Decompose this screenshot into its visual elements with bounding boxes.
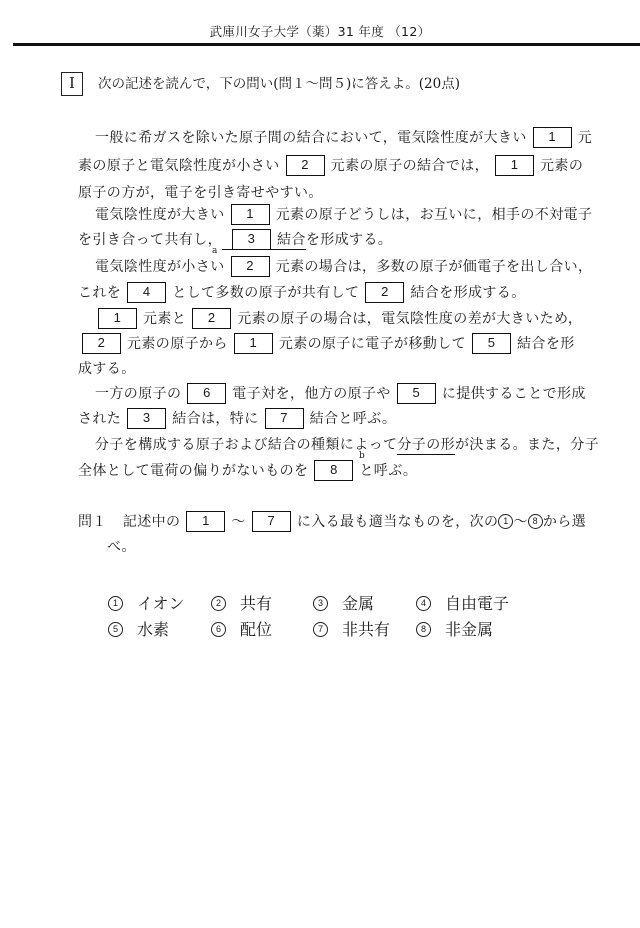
choice-label: 水素 <box>137 620 170 639</box>
question-text: ～ <box>513 514 528 530</box>
blank-box-2: 2 <box>82 333 121 354</box>
blank-box-8: 8 <box>314 460 353 481</box>
page-header-title: 武庫川女子大学（薬）31 年度 （12） <box>209 24 431 39</box>
passage-line <box>95 383 586 405</box>
choice-3 <box>313 591 374 614</box>
passage-text: 全体として電荷の偏りがないものを <box>78 463 309 479</box>
choice-label: イオン <box>137 594 185 613</box>
choice-number: 8 <box>416 622 431 637</box>
blank-box-1: 1 <box>98 308 137 329</box>
choice-2 <box>211 591 272 614</box>
passage-text: 原子の方が，電子を引き寄せやすい。 <box>78 185 323 201</box>
question-1 <box>78 511 586 533</box>
choice-4 <box>416 591 509 614</box>
passage-text: された <box>78 411 122 427</box>
header-divider <box>13 43 640 46</box>
choice-1 <box>108 591 185 614</box>
choice-label: 配位 <box>240 620 273 639</box>
passage-line <box>78 155 583 177</box>
passage-text: 結合 <box>277 232 306 248</box>
question-text: ～ <box>231 514 246 530</box>
blank-box-4: 4 <box>127 282 166 303</box>
passage-text: 電気陰性度が小さい <box>95 259 225 275</box>
blank-box-1: 1 <box>231 204 270 225</box>
passage-text: 元素の場合は，多数の原子が価電子を出し合い， <box>275 259 593 275</box>
choice-number: 7 <box>313 622 328 637</box>
passage-text: 電気陰性度が大きい <box>95 207 225 223</box>
blank-box-1: 1 <box>533 127 572 148</box>
blank-box-2: 2 <box>286 155 325 176</box>
passage-text: 結合を形成する。 <box>410 285 526 301</box>
passage-line <box>95 204 592 226</box>
choice-label: 非金属 <box>445 620 494 639</box>
choice-number: 1 <box>108 596 123 611</box>
choice-label: 共有 <box>240 594 273 613</box>
choice-8 <box>416 617 493 640</box>
blank-box-2: 2 <box>192 308 231 329</box>
choice-number: 5 <box>108 622 123 637</box>
passage-text: を引き合って共有し， <box>78 232 222 248</box>
choice-7 <box>313 617 390 640</box>
question-label: 問１ <box>78 514 107 530</box>
blank-box-3: 3 <box>232 229 271 250</box>
passage-text: 結合と呼ぶ。 <box>309 411 397 427</box>
choice-number: 3 <box>313 596 328 611</box>
passage-line <box>78 358 136 380</box>
passage-text: 素の原子と電気陰性度が小さい <box>78 158 280 174</box>
passage-text: これを <box>78 285 122 301</box>
passage-text: 元 <box>577 130 593 146</box>
passage-line <box>78 460 417 482</box>
circled-number: 1 <box>498 514 513 529</box>
passage-text: 元素の <box>540 158 584 174</box>
passage-text: 結合は，特に <box>172 411 259 427</box>
passage-text: 元素と <box>143 311 187 327</box>
choice-label: 非共有 <box>342 620 391 639</box>
choice-6 <box>211 617 272 640</box>
section-instruction: 次の記述を読んで，下の問い(問１～問５)に答えよ。(20点) <box>98 76 460 92</box>
passage-text: 一般に希ガスを除いた原子間の結合において，電気陰性度が大きい <box>95 130 527 146</box>
choice-label: 自由電子 <box>445 594 510 613</box>
blank-box-5: 5 <box>397 383 436 404</box>
passage-text: に提供することで形成 <box>441 386 586 402</box>
blank-box-2: 2 <box>365 282 404 303</box>
blank-box-1: 1 <box>186 511 225 532</box>
passage-line <box>78 229 392 251</box>
question-1-continued <box>107 536 136 558</box>
passage-text: 結合を形 <box>517 336 575 352</box>
blank-box-5: 5 <box>472 333 511 354</box>
passage-text: 元素の原子に電子が移動して <box>278 336 467 352</box>
passage-line <box>78 282 526 304</box>
choice-number: 4 <box>416 596 431 611</box>
annotation-marker-b: b <box>359 451 365 461</box>
choice-number: 6 <box>211 622 226 637</box>
passage-text: 元素の原子の結合では， <box>330 158 490 174</box>
blank-box-7: 7 <box>252 511 291 532</box>
circled-number: 8 <box>528 514 543 529</box>
passage-line <box>92 308 582 330</box>
passage-line <box>78 333 575 355</box>
passage-line <box>78 408 396 430</box>
passage-text: 電子対を，他方の原子や <box>232 386 391 402</box>
choice-5 <box>108 617 169 640</box>
underline-a <box>222 232 306 250</box>
passage-text: 元素の原子から <box>127 336 228 352</box>
passage-text: が決まる。また，分子 <box>455 437 600 453</box>
passage-text: 分子を構成する原子および結合の種類によって <box>95 437 398 453</box>
blank-box-1: 1 <box>495 155 534 176</box>
blank-box-6: 6 <box>187 383 226 404</box>
passage-line <box>95 256 592 278</box>
choice-label: 金属 <box>342 594 375 613</box>
underline-b: 分子の形 <box>397 437 456 453</box>
passage-line <box>78 182 323 204</box>
passage-text: 一方の原子の <box>95 386 182 402</box>
blank-box-3: 3 <box>127 408 166 429</box>
section-number-box: Ⅰ <box>61 72 83 96</box>
blank-box-2: 2 <box>231 256 270 277</box>
question-text: べ。 <box>107 539 136 555</box>
passage-line <box>95 434 599 456</box>
passage-text: 元素の原子どうしは，お互いに，相手の不対電子 <box>275 207 593 223</box>
passage-text: を形成する。 <box>305 232 393 248</box>
passage-text: として多数の原子が共有して <box>172 285 360 301</box>
question-text: に入る最も適当なものを，次の <box>296 514 499 530</box>
choice-number: 2 <box>211 596 226 611</box>
annotation-marker-a: a <box>212 246 218 256</box>
blank-box-7: 7 <box>265 408 304 429</box>
question-text: 記述中の <box>122 514 181 530</box>
passage-text: と呼ぶ。 <box>359 463 418 479</box>
blank-box-1: 1 <box>234 333 273 354</box>
passage-text: 元素の原子の場合は，電気陰性度の差が大きいため， <box>237 311 583 327</box>
passage-text: 成する。 <box>78 361 136 377</box>
passage-line <box>95 127 592 149</box>
question-text: から選 <box>542 514 587 530</box>
